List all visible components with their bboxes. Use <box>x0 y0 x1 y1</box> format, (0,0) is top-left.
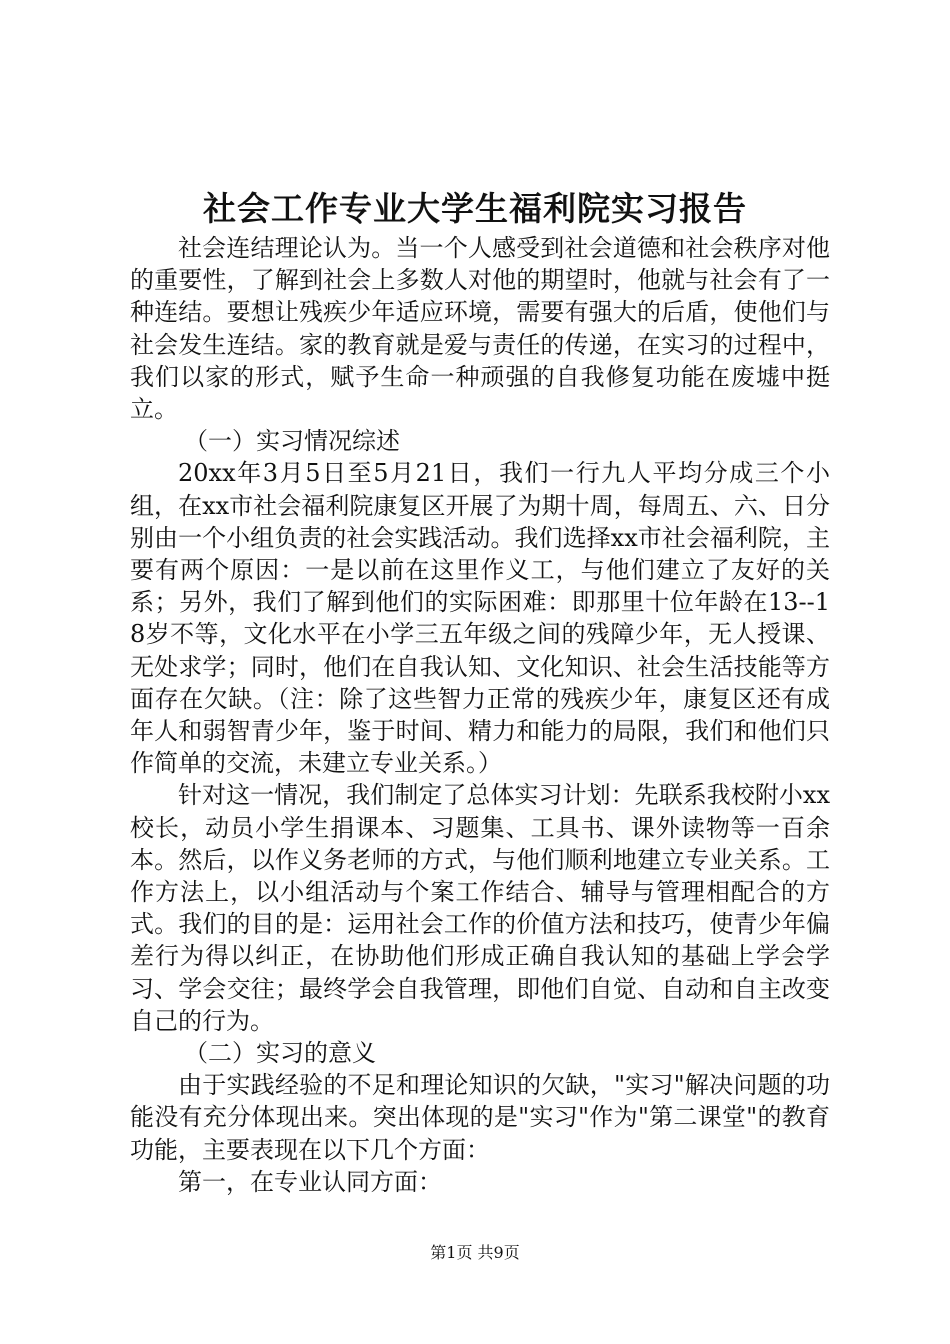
paragraph-plan: 针对这一情况，我们制定了总体实习计划：先联系我校附小xx校长，动员小学生捐课本、习题集、工具书、课外读物等一百余本。然后，以作义务老师的方式，与他们顺利地建立专业关系。工作方法上，以小组活动与个案工作结合、辅导与管理相配合的方式。我们的目的是：运用社会工作的价值方法和技巧，使青少年偏差行为得以纠正，在协助他们形成正确自我认知的基础上学会学习、学会交往；最终学会自我管理，即他们自觉、自动和自主改变自己的行为。 <box>130 781 830 1035</box>
document-title: 社会工作专业大学生福利院实习报告 <box>203 189 747 228</box>
paragraph-significance: 由于实践经验的不足和理论知识的欠缺，"实习"解决问题的功能没有充分体现出来。突出体现的是"实习"作为"第二课堂"的教育功能，主要表现在以下几个方面： <box>130 1071 830 1164</box>
section-heading-significance: （二）实习的意义 <box>184 1039 376 1068</box>
paragraph-first-point: 第一，在专业认同方面： <box>178 1167 442 1196</box>
paragraph-intro: 社会连结理论认为。当一个人感受到社会道德和社会秩序对他的重要性，了解到社会上多数人对他的期望时，他就与社会有了一种连结。要想让残疾少年适应环境，需要有强大的后盾，使他们与社会发生连结。家的教育就是爱与责任的传递，在实习的过程中，我们以家的形式，赋予生命一种顽强的自我修复功能在废墟中挺立。 <box>130 234 830 424</box>
paragraph-overview: 20xx年3月5日至5月21日，我们一行九人平均分成三个小组，在xx市社会福利院康复区开展了为期十周，每周五、六、日分别由一个小组负责的社会实践活动。我们选择xx市社会福利院，主要有两个原因：一是以前在这里作义工，与他们建立了友好的关系；另外，我们了解到他们的实际困难：即那里十位年龄在13--18岁不等，文化水平在小学三五年级之间的残障少年，无人授课、无处求学；同时，他们在自我认知、文化知识、社会生活技能等方面存在欠缺。（注：除了这些智力正常的残疾少年，康复区还有成年人和弱智青少年，鉴于时间、精力和能力的局限，我们和他们只作简单的交流，未建立专业关系。） <box>130 459 830 778</box>
page-indicator: 第1页 共9页 <box>430 1243 520 1262</box>
document-body <box>130 232 830 1198</box>
section-heading-overview: （一）实习情况综述 <box>184 427 400 456</box>
